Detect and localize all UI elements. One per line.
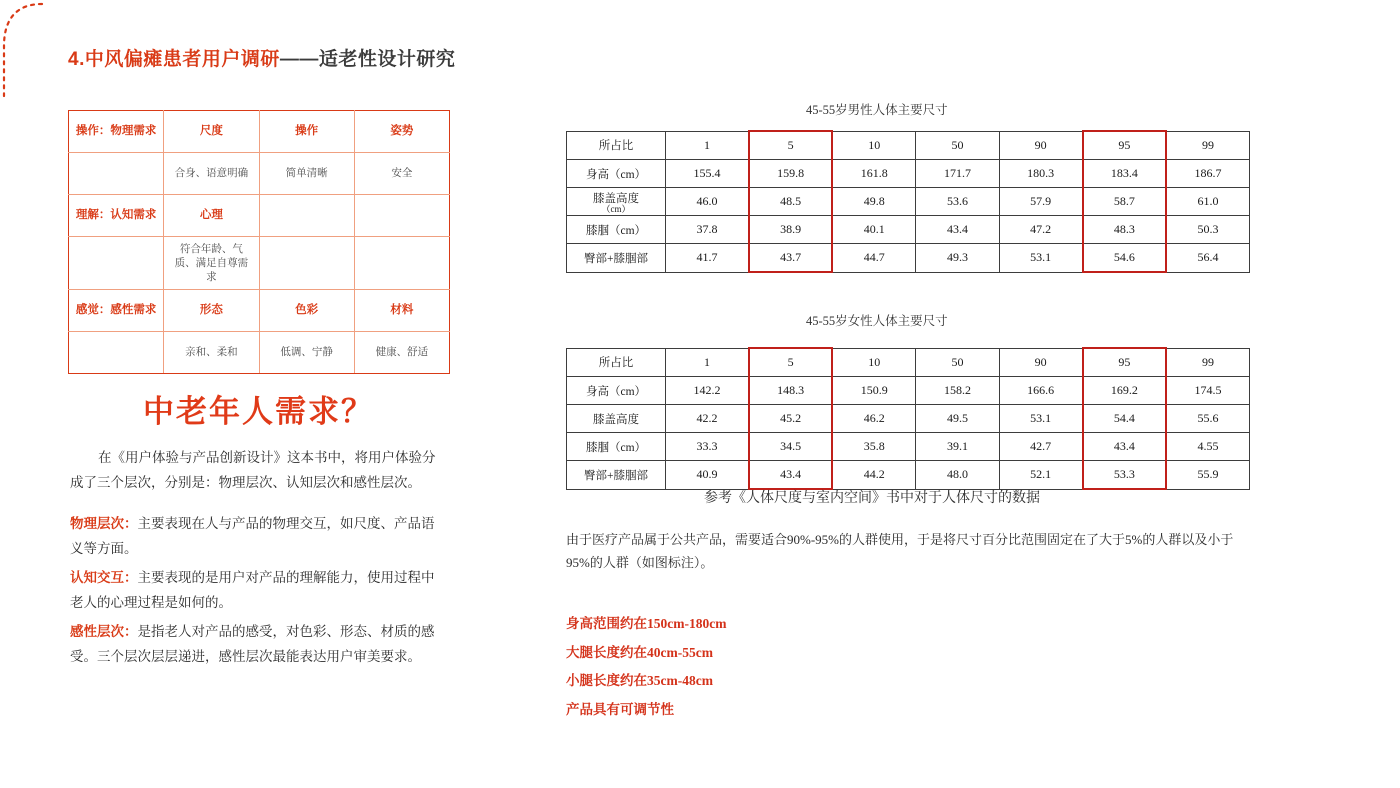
table-cell: 49.8 bbox=[832, 188, 915, 216]
table-row bbox=[69, 111, 450, 153]
needs-cell bbox=[259, 195, 354, 237]
table-row bbox=[567, 160, 1250, 188]
needs-cell: 理解：认知需求 bbox=[69, 195, 164, 237]
table-cell: 148.3 bbox=[749, 377, 832, 405]
table-cell: 49.3 bbox=[916, 244, 999, 273]
table-cell: 174.5 bbox=[1166, 377, 1249, 405]
table-cell: 34.5 bbox=[749, 433, 832, 461]
needs-cell: 操作 bbox=[259, 111, 354, 153]
female-anthropometric-table bbox=[566, 347, 1250, 490]
left-body-text bbox=[70, 446, 440, 674]
table-cell: 53.3 bbox=[1083, 461, 1166, 490]
needs-cell bbox=[69, 153, 164, 195]
table-cell: 159.8 bbox=[749, 160, 832, 188]
table-row bbox=[69, 195, 450, 237]
table-cell: 54.6 bbox=[1083, 244, 1166, 273]
table-cell: 38.9 bbox=[749, 216, 832, 244]
needs-cell: 心理 bbox=[164, 195, 259, 237]
needs-cell bbox=[259, 237, 354, 290]
column-header: 95 bbox=[1083, 131, 1166, 160]
table-row bbox=[69, 237, 450, 290]
table-cell: 48.0 bbox=[916, 461, 999, 490]
column-header: 所占比 bbox=[567, 348, 666, 377]
conclusion-item: 小腿长度约在35cm-48cm bbox=[566, 673, 713, 689]
table-cell: 186.7 bbox=[1166, 160, 1249, 188]
row-header-main: 膝盖高度 bbox=[593, 193, 639, 206]
table-cell: 52.1 bbox=[999, 461, 1082, 490]
row-header: 臀部+膝腘部 bbox=[567, 244, 666, 273]
needs-cell: 亲和、柔和 bbox=[164, 332, 259, 374]
table-cell: 46.0 bbox=[666, 188, 749, 216]
table-cell: 42.2 bbox=[666, 405, 749, 433]
table-row bbox=[69, 332, 450, 374]
needs-cell bbox=[69, 237, 164, 290]
table-cell: 33.3 bbox=[666, 433, 749, 461]
needs-cell bbox=[69, 332, 164, 374]
reference-note: 参考《人体尺度与室内空间》书中对于人体尺寸的数据 bbox=[704, 491, 1040, 506]
table-cell: 53.1 bbox=[999, 405, 1082, 433]
need-item-physical bbox=[70, 512, 440, 562]
needs-cell bbox=[354, 195, 449, 237]
column-header: 50 bbox=[916, 348, 999, 377]
table-row bbox=[567, 216, 1250, 244]
column-header: 5 bbox=[749, 348, 832, 377]
table-row bbox=[69, 153, 450, 195]
table-cell: 44.2 bbox=[832, 461, 915, 490]
needs-cell: 尺度 bbox=[164, 111, 259, 153]
table-cell: 166.6 bbox=[999, 377, 1082, 405]
table-cell: 40.1 bbox=[832, 216, 915, 244]
table-cell: 54.4 bbox=[1083, 405, 1166, 433]
explanation-paragraph: 由于医疗产品属于公共产品，需要适合90%-95%的人群使用，于是将尺寸百分比范围固定在了大于5%的人群以及小于95%的人群（如图标注）。 bbox=[566, 532, 1234, 571]
table-cell: 43.4 bbox=[916, 216, 999, 244]
needs-cell: 操作：物理需求 bbox=[69, 111, 164, 153]
needs-cell: 材料 bbox=[354, 290, 449, 332]
female-table-caption: 45-55岁女性人体主要尺寸 bbox=[806, 314, 948, 328]
table-cell: 56.4 bbox=[1166, 244, 1249, 273]
table-cell: 41.7 bbox=[666, 244, 749, 273]
table-cell: 155.4 bbox=[666, 160, 749, 188]
needs-cell: 低调、宁静 bbox=[259, 332, 354, 374]
page-title-subtitle: 适老性设计研究 bbox=[318, 49, 456, 70]
table-cell: 171.7 bbox=[916, 160, 999, 188]
conclusion-item: 产品具有可调节性 bbox=[566, 701, 674, 717]
column-header: 10 bbox=[832, 131, 915, 160]
table-row bbox=[567, 377, 1250, 405]
column-header: 50 bbox=[916, 131, 999, 160]
table-cell: 57.9 bbox=[999, 188, 1082, 216]
needs-cell: 感觉：感性需求 bbox=[69, 290, 164, 332]
column-header: 10 bbox=[832, 348, 915, 377]
need-item-text: 主要表现在人与产品的物理交互，如尺度、产品语义等方面。 bbox=[70, 515, 435, 556]
table-cell: 53.6 bbox=[916, 188, 999, 216]
intro-paragraph: 在《用户体验与产品创新设计》这本书中，将用户体验分成了三个层次，分别是：物理层次、认知层次和感性层次。 bbox=[70, 450, 436, 490]
conclusion-item: 大腿长度约在40cm-55cm bbox=[566, 644, 713, 660]
user-needs-table bbox=[68, 110, 450, 374]
column-header: 所占比 bbox=[567, 131, 666, 160]
column-header: 99 bbox=[1166, 131, 1249, 160]
column-header: 1 bbox=[666, 131, 749, 160]
male-anthropometric-table bbox=[566, 130, 1250, 273]
needs-cell: 色彩 bbox=[259, 290, 354, 332]
column-header: 99 bbox=[1166, 348, 1249, 377]
column-header: 1 bbox=[666, 348, 749, 377]
need-item-label: 认知交互： bbox=[70, 569, 138, 585]
row-header: 膝腘（cm） bbox=[567, 216, 666, 244]
table-cell: 61.0 bbox=[1166, 188, 1249, 216]
table-cell: 169.2 bbox=[1083, 377, 1166, 405]
table-cell: 46.2 bbox=[832, 405, 915, 433]
table-cell: 39.1 bbox=[916, 433, 999, 461]
table-cell: 42.7 bbox=[999, 433, 1082, 461]
need-item-cognitive bbox=[70, 566, 440, 616]
table-cell: 180.3 bbox=[999, 160, 1082, 188]
table-cell: 43.4 bbox=[1083, 433, 1166, 461]
row-header: 臀部+膝腘部 bbox=[567, 461, 666, 490]
row-header bbox=[567, 188, 666, 216]
table-row bbox=[567, 433, 1250, 461]
needs-cell: 安全 bbox=[354, 153, 449, 195]
table-cell: 50.3 bbox=[1166, 216, 1249, 244]
need-item-text: 主要表现的是用户对产品的理解能力，使用过程中老人的心理过程是如何的。 bbox=[70, 569, 435, 610]
table-cell: 37.8 bbox=[666, 216, 749, 244]
needs-cell: 合身、语意明确 bbox=[164, 153, 259, 195]
column-header: 5 bbox=[749, 131, 832, 160]
table-cell: 35.8 bbox=[832, 433, 915, 461]
table-cell: 158.2 bbox=[916, 377, 999, 405]
table-cell: 53.1 bbox=[999, 244, 1082, 273]
needs-cell: 姿势 bbox=[354, 111, 449, 153]
need-item-text: 是指老人对产品的感受，对色彩、形态、材质的感受。三个层次层层递进，感性层次最能表达用户审美要求。 bbox=[70, 623, 435, 664]
table-cell: 45.2 bbox=[749, 405, 832, 433]
table-cell: 150.9 bbox=[832, 377, 915, 405]
table-cell: 48.5 bbox=[749, 188, 832, 216]
table-cell: 49.5 bbox=[916, 405, 999, 433]
table-row bbox=[567, 461, 1250, 490]
table-row bbox=[567, 244, 1250, 273]
needs-cell: 简单清晰 bbox=[259, 153, 354, 195]
row-header: 身高（cm） bbox=[567, 160, 666, 188]
decorative-dotted-corner bbox=[0, 0, 46, 100]
column-header: 95 bbox=[1083, 348, 1166, 377]
table-cell: 48.3 bbox=[1083, 216, 1166, 244]
male-table-caption: 45-55岁男性人体主要尺寸 bbox=[806, 103, 948, 117]
row-header: 身高（cm） bbox=[567, 377, 666, 405]
table-cell: 40.9 bbox=[666, 461, 749, 490]
table-cell: 142.2 bbox=[666, 377, 749, 405]
table-cell: 43.7 bbox=[749, 244, 832, 273]
table-cell: 58.7 bbox=[1083, 188, 1166, 216]
row-header: 膝腘（cm） bbox=[567, 433, 666, 461]
section-question-heading: 中老年人需求？ bbox=[143, 394, 374, 429]
conclusion-item: 身高范围约在150cm-180cm bbox=[566, 616, 727, 631]
table-cell: 43.4 bbox=[749, 461, 832, 490]
needs-cell bbox=[354, 237, 449, 290]
needs-cell: 符合年龄、气质、满足自尊需求 bbox=[164, 237, 259, 290]
table-cell: 44.7 bbox=[832, 244, 915, 273]
row-header-unit: （cm） bbox=[601, 204, 631, 215]
needs-cell: 形态 bbox=[164, 290, 259, 332]
page-title bbox=[68, 44, 455, 71]
row-header: 膝盖高度 bbox=[567, 405, 666, 433]
table-cell: 47.2 bbox=[999, 216, 1082, 244]
page-title-main: 4.中风偏瘫患者用户调研 bbox=[68, 49, 280, 70]
conclusion-list bbox=[566, 610, 726, 724]
table-row bbox=[567, 405, 1250, 433]
table-cell: 161.8 bbox=[832, 160, 915, 188]
need-item-label: 感性层次： bbox=[70, 623, 138, 639]
table-row bbox=[567, 188, 1250, 216]
table-cell: 4.55 bbox=[1166, 433, 1249, 461]
need-item-emotional bbox=[70, 620, 440, 670]
table-header-row bbox=[567, 131, 1250, 160]
table-header-row bbox=[567, 348, 1250, 377]
column-header: 90 bbox=[999, 348, 1082, 377]
table-row bbox=[69, 290, 450, 332]
table-cell: 55.9 bbox=[1166, 461, 1249, 490]
column-header: 90 bbox=[999, 131, 1082, 160]
page-title-dash: —— bbox=[279, 49, 319, 70]
table-cell: 55.6 bbox=[1166, 405, 1249, 433]
table-cell: 183.4 bbox=[1083, 160, 1166, 188]
need-item-label: 物理层次： bbox=[70, 515, 138, 531]
needs-cell: 健康、舒适 bbox=[354, 332, 449, 374]
